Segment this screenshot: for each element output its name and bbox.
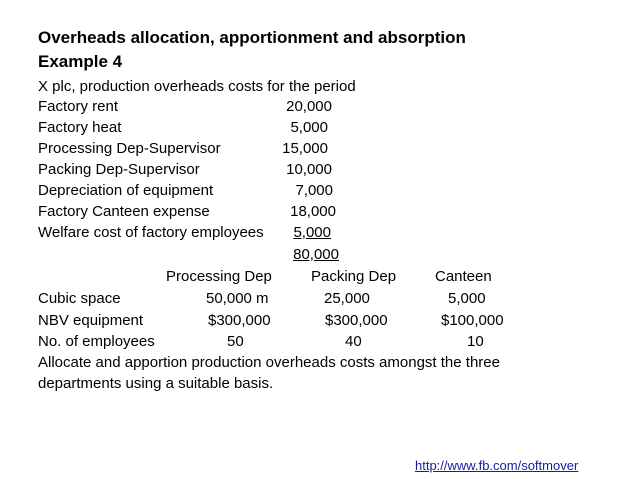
row-label-nbv-equipment: NBV equipment	[38, 312, 144, 329]
cost-amount: 10,000	[286, 161, 332, 178]
cost-label: Processing Dep-Supervisor	[38, 140, 221, 157]
column-header-processing: Processing Dep	[166, 268, 272, 285]
table-cell: 50	[227, 333, 244, 350]
cost-label: Welfare cost of factory employees	[38, 224, 264, 241]
cost-total: 80,000	[293, 246, 339, 263]
row-label-cubic-space: Cubic space	[38, 290, 121, 307]
column-header-canteen: Canteen	[435, 268, 492, 285]
table-cell: 40	[345, 333, 362, 350]
instruction-text: Allocate and apportion production overheads costs amongst the three	[38, 354, 500, 371]
cost-label: Factory rent	[38, 98, 119, 115]
instruction-text-cont: departments using a suitable basis.	[38, 375, 274, 392]
cost-amount: 7,000	[295, 182, 333, 199]
table-cell: 10	[467, 333, 484, 350]
cost-amount-last: 5,000	[293, 224, 331, 241]
cost-amount: 20,000	[286, 98, 332, 115]
cost-amount: 15,000	[282, 140, 328, 157]
cost-label: Depreciation of equipment	[38, 182, 214, 199]
table-cell: 50,000 m	[206, 290, 269, 307]
footer-link[interactable]: http://www.fb.com/softmover	[415, 458, 579, 473]
table-cell: $300,000	[325, 312, 388, 329]
cost-label: Packing Dep-Supervisor	[38, 161, 200, 178]
column-header-packing: Packing Dep	[311, 268, 397, 285]
cost-label: Factory heat	[38, 119, 122, 136]
cost-amount: 5,000	[290, 119, 328, 136]
row-label-employees: No. of employees	[38, 333, 155, 350]
table-cell: $300,000	[208, 312, 271, 329]
cost-label: Factory Canteen expense	[38, 203, 210, 220]
table-cell: 25,000	[324, 290, 370, 307]
slide-title: Overheads allocation, apportionment and absorption	[38, 28, 466, 47]
slide-subtitle: Example 4	[38, 52, 123, 71]
cost-amount: 18,000	[290, 203, 336, 220]
table-cell: $100,000	[441, 312, 504, 329]
table-cell: 5,000	[448, 290, 486, 307]
intro-text: X plc, production overheads costs for the period	[38, 78, 356, 95]
